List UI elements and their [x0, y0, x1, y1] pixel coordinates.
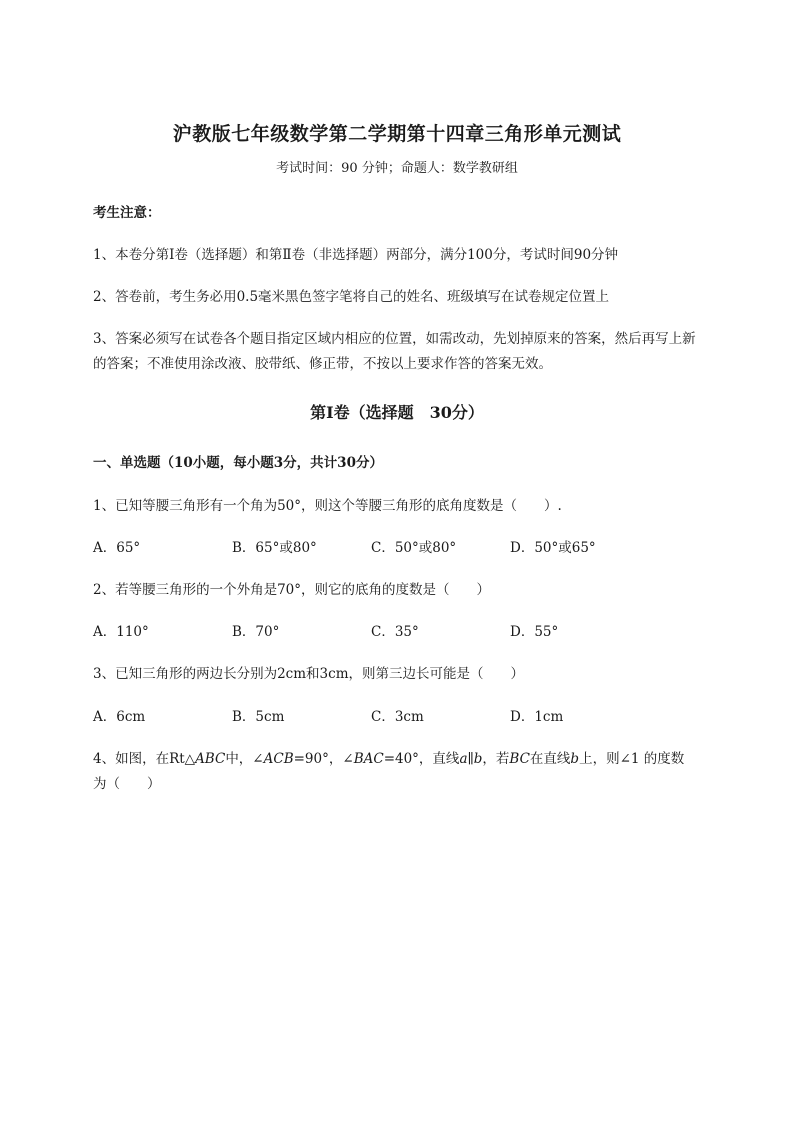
exam-info: 考试时间：90 分钟；命题人：数学教研组 [276, 161, 518, 176]
q4-text-3: =90°，∠ [293, 751, 354, 767]
notice-item-1: 1、本卷分第Ⅰ卷（选择题）和第Ⅱ卷（非选择题）两部分，满分100分，考试时间90分钟 [93, 247, 619, 263]
q4-parallel: ∥ [467, 751, 474, 767]
question-2-option-c[interactable]: C．35° [371, 624, 419, 640]
q4-line-a: a [459, 751, 468, 767]
q4-text-1: 4、如图，在Rt△ [93, 751, 196, 767]
part-heading: 一、单选题（10小题，每小题3分，共计30分） [93, 455, 383, 471]
notice-item-3-cont: 的答案；不准使用涂改液、胶带纸、修正带，不按以上要求作答的答案无效。 [93, 356, 552, 372]
question-4-stem-cont: 为（ ） [93, 776, 161, 792]
question-1-stem: 1、已知等腰三角形有一个角为50°，则这个等腰三角形的底角度数是（ ）. [93, 498, 562, 514]
notice-item-2: 2、答卷前，考生务必用0.5毫米黑色签字笔将自己的姓名、班级填写在试卷规定位置上 [93, 289, 610, 305]
q4-line-b: b [473, 751, 483, 767]
q4-text-5: ，若 [482, 751, 510, 767]
q4-text-6: 在直线 [529, 751, 571, 767]
q4-triangle-abc: ABC [195, 751, 226, 767]
q4-segment-bc: BC [509, 751, 530, 767]
notice-item-3: 3、答案必须写在试卷各个题目指定区域内相应的位置，如需改动，先划掉原来的答案，然后再写上新 [93, 331, 696, 347]
notice-heading: 考生注意： [93, 205, 161, 221]
section-title: 第Ⅰ卷（选择题 30分） [310, 403, 484, 422]
q4-text-2: 中，∠ [225, 751, 264, 767]
question-1-option-d[interactable]: D．50°或65° [510, 540, 596, 556]
question-3-stem: 3、已知三角形的两边长分别为2cm和3cm，则第三边长可能是（ ） [93, 666, 524, 682]
question-2-stem: 2、若等腰三角形的一个外角是70°，则它的底角的度数是（ ） [93, 582, 491, 598]
question-2-option-b[interactable]: B．70° [232, 624, 280, 640]
question-3-option-c[interactable]: C．3cm [371, 709, 424, 725]
q4-angle-bac: BAC [353, 751, 384, 767]
question-4-stem [93, 747, 684, 767]
question-1-option-c[interactable]: C．50°或80° [371, 540, 457, 556]
question-2-option-d[interactable]: D．55° [510, 624, 559, 640]
page-title: 沪教版七年级数学第二学期第十四章三角形单元测试 [172, 123, 622, 145]
question-1-option-a[interactable]: A．65° [93, 540, 141, 556]
q4-text-4: =40°，直线 [383, 751, 460, 767]
question-2-option-a[interactable]: A．110° [93, 624, 149, 640]
question-3-option-d[interactable]: D．1cm [510, 709, 564, 725]
question-3-option-a[interactable]: A．6cm [93, 709, 146, 725]
q4-text-7: 上，则∠1 的度数 [579, 751, 685, 767]
question-3-option-b[interactable]: B．5cm [232, 709, 285, 725]
q4-line-b-2: b [570, 751, 580, 767]
question-1-option-b[interactable]: B．65°或80° [232, 540, 317, 556]
q4-angle-acb: ACB [263, 751, 294, 767]
